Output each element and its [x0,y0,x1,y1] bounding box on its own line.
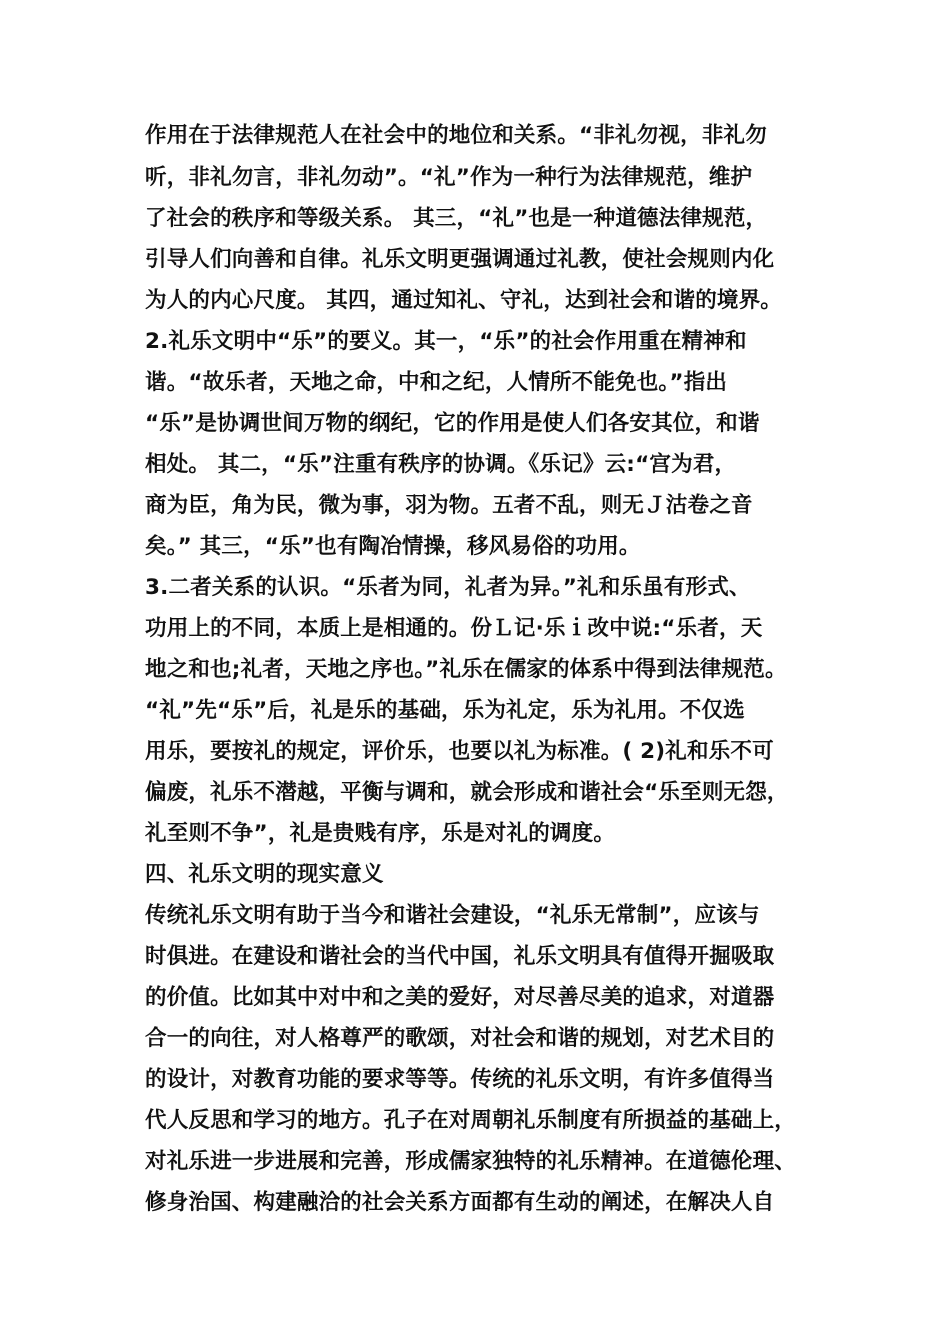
text-line: “乐”是协调世间万物的纲纪，它的作用是使人们各安其位，和谐 [145,411,760,436]
text-line: 礼至则不争”，礼是贵贱有序，乐是对礼的调度。 [145,821,616,846]
text-line: 用乐，要按礼的规定，评价乐，也要以礼为标准。( 2)礼和乐不可 [145,739,774,764]
text-line: 商为臣，角为民，微为事，羽为物。五者不乱，则无Ｊ沽卷之音 [145,493,753,518]
text-line: 偏废，礼乐不潜越，平衡与调和，就会形成和谐社会“乐至则无怨， [145,780,789,805]
text-line: 谐。“故乐者，天地之命，中和之纪，人情所不能免也。”指出 [145,370,728,395]
text-line: “礼”先“乐”后，礼是乐的基础，乐为礼定，乐为礼用。不仅选 [145,698,745,723]
text-line: 作用在于法律规范人在社会中的地位和关系。“非礼勿视，非礼勿 [145,123,767,148]
text-line: 2.礼乐文明中“乐”的要义。其一，“乐”的社会作用重在精神和 [145,329,747,354]
text-line: 功用上的不同，本质上是相通的。份Ｌ记·乐ｉ改中说:“乐者，天 [145,616,763,641]
text-line: 听，非礼勿言，非礼勿动”。“礼”作为一种行为法律规范，维护 [145,165,753,190]
text-line: 的价值。比如其中对中和之美的爱好，对尽善尽美的追求，对道器 [145,985,775,1010]
text-line: 了社会的秩序和等级关系。 其三，“礼”也是一种道德法律规范， [145,206,768,231]
text-line: 的设计，对教育功能的要求等等。传统的礼乐文明，有许多值得当 [145,1067,775,1092]
text-line: 合一的向往，对人格尊严的歌颂，对社会和谐的规划，对艺术目的 [145,1026,775,1051]
text-line: 3.二者关系的认识。“乐者为同，礼者为异。”礼和乐虽有形式、 [145,575,751,600]
text-line: 为人的内心尺度。 其四，通过知礼、守礼，达到社会和谐的境界。 [145,288,782,313]
text-line: 代人反思和学习的地方。孔子在对周朝礼乐制度有所损益的基础上， [145,1108,797,1133]
text-line: 地之和也;礼者，天地之序也。”礼乐在儒家的体系中得到法律规范。 [145,657,787,682]
text-line: 矣。” 其三，“乐”也有陶冶情操，移风易俗的功用。 [145,534,641,559]
text-line: 对礼乐进一步进展和完善，形成儒家独特的礼乐精神。在道德伦理、 [145,1149,797,1174]
text-line: 时俱进。在建设和谐社会的当代中国，礼乐文明具有值得开掘吸取 [145,944,775,969]
text-line: 相处。 其二，“乐”注重有秩序的协调。《乐记》云:“宫为君， [145,452,737,477]
text-line: 传统礼乐文明有助于当今和谐社会建设，“礼乐无常制”，应该与 [145,903,760,928]
section-heading: 四、礼乐文明的现实意义 [145,862,384,887]
text-line: 引导人们向善和自律。礼乐文明更强调通过礼教，使社会规则内化 [145,247,775,272]
text-line: 修身治国、构建融洽的社会关系方面都有生动的阐述，在解决人自 [145,1190,775,1215]
